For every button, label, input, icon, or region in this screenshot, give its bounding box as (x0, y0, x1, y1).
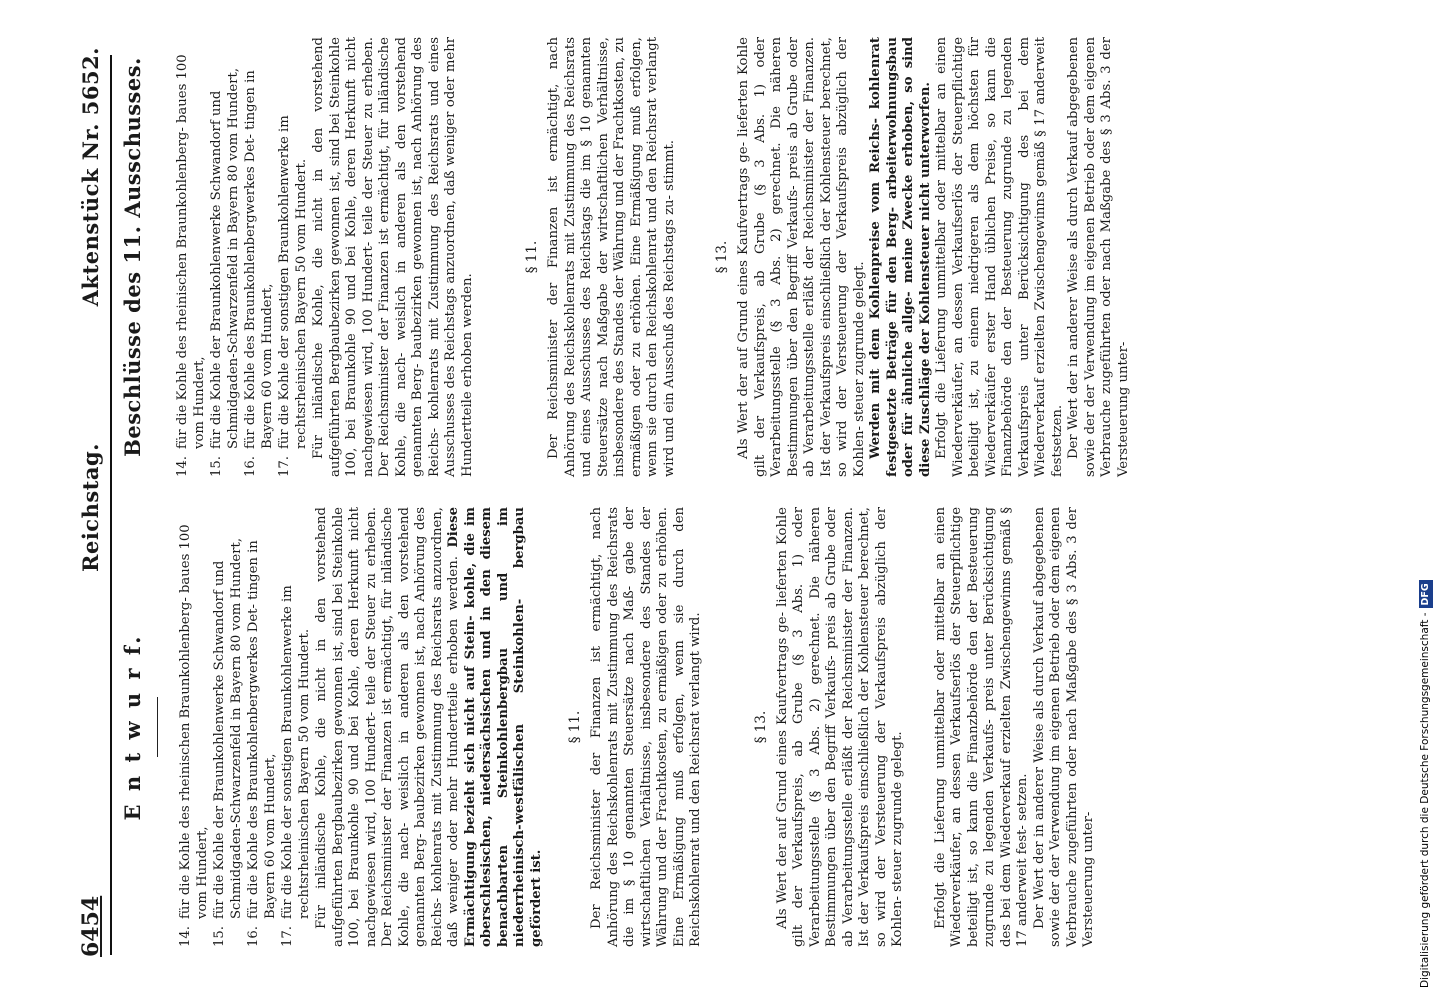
paragraph: Für inländische Kohle, die nicht in den vorstehend aufgeführten Bergbaubezirken gewonnen ist, sind bei Steinkohle 100, bei Braunkohle 90 und bei Kohle, deren Herkunft nicht nachgewiesen wird, 100 Hundert- teile der Steuer zu erheben. Der Reichsminister der Finanzen ist ermächtigt, für inländische Kohle, die nach- weislich in anderen als den vorstehend genannten Berg- baubezirken gewonnen ist, nach Anhörung des Reichs- kohlenrats mit Zustimmung des Reichsrats anzuordnen, daß weniger oder mehr Hundertteile erhoben werden. Diese Ermächtigung bezieht sich nicht auf Stein- kohle, die im oberschlesischen, niedersächsischen und in den diesem benachbarten Steinkohlenbergbau und im niederrheinisch-westfälischen Steinkohlen- bergbau gefördert ist. (314, 507, 544, 947)
amendment-text: Werden mit dem Kohlenpreise vom Reichs- kohlenrat festgesetzte Beträge für den Berg- arbeiterwohnungsbau oder für ähnliche allge- meine Zwecke erhoben, so sind diese Zuschläge der Kohlensteuer nicht unterworfen. (868, 37, 933, 477)
digitization-credit (1418, 8, 1432, 988)
document-page (0, 5, 1400, 985)
section-heading: § 13. (714, 240, 730, 274)
paragraph: Als Wert der auf Grund eines Kaufvertrags ge- lieferten Kohle gilt der Verkaufspreis, ab Grube (§ 3 Abs. 1) oder Verarbeitungsstelle (§ 3 Abs. 2) gerechnet. Die näheren Bestimmungen über den Begriff Verkaufs- preis ab Grube oder ab Verarbeitungsstelle erläßt der Reichsminister der Finanzen. Ist der Verkaufspreis einschließlich der Kohlensteuer berechnet, so wird der Versteuerung der Verkaufspreis abzüglich der Kohlen- steuer zugrunde gelegt. (736, 37, 867, 477)
section-heading: § 11. (524, 240, 540, 274)
draft-title: E n t w u r f. (120, 633, 145, 821)
paragraph: Der Wert der in anderer Weise als durch Verkauf abgegebenen sowie der der Verwendung im eigenen Betrieb oder dem eigenen Verbrauche zugeführten oder nach Maßgabe des § 3 Abs. 3 der Versteuerung unter- (1066, 37, 1131, 477)
list-item: 17. für die Kohle der sonstigen Braunkohlenwerke im rechtsrheinischen Bayern 50 vom Hundert. (277, 115, 309, 477)
committee-title: Beschlüsse des 11. Ausschusses. (120, 57, 145, 457)
paragraph: Erfolgt die Lieferung unmittelbar oder mittelbar an einen Wiederverkäufer, an dessen Verkaufserlös der Steuerpflichtige beteiligt ist, zu einem niedrigeren als dem höchsten für Wiederverkäufer erster Hand üblichen Preise, so kann die Finanzbehörde den der Besteuerung zugrunde zu legenden Verkaufspreis unter Berücksichtigung des bei dem Wiederverkauf erzielten Zwischengewinns gemäß § 17 anderweit festsetzen. (934, 37, 1065, 477)
dfg-logo: DFG (1419, 580, 1433, 608)
paragraph: Für inländische Kohle, die nicht in den vorstehend aufgeführten Bergbaubezirken gewonnen ist, sind bei Steinkohle 100, bei Braunkohle 90 und bei Kohle, deren Herkunft nicht nachgewiesen wird, 100 Hundert- teile der Steuer zu erheben. Der Reichsminister der Finanzen ist ermächtigt, für inländische Kohle, die nach- weislich in anderen als den vorstehend genannten Berg- baubezirken gewonnen ist, nach Anhörung des Reichs- kohlenrats mit Zustimmung des Reichsrats und eines Ausschusses des Reichstags anzuordnen, daß weniger oder mehr Hundertteile erhoben werden. (311, 37, 475, 477)
header-rule (110, 55, 112, 955)
credit-text: Digitalisierung gefördert durch die Deutsche Forschungsgemeinschaft - (1419, 612, 1431, 988)
section-heading: § 13. (752, 710, 769, 744)
list-item: 16. für die Kohle des Braunkohlenbergwerkes Det- tingen in Bayern 60 vom Hundert, (243, 70, 275, 477)
title-underline (157, 697, 158, 757)
paragraph: Der Reichsminister der Finanzen ist ermächtigt, nach Anhörung des Reichskohlenrats mit Zustimmung des Reichsrats und eines Ausschusses des Reichstags die im § 10 genannten Steuersätze nach Maßgabe der wirtschaftlichen Verhältnisse, insbesondere des Standes der Währung und der Frachtkosten, zu ermäßigen oder zu erhöhen. Eine Ermäßigung muß erfolgen, wenn sie durch den Reichskohlenrat und den Reichsrat verlangt wird und ein Ausschuß des Reichstags zu- stimmt. (546, 37, 677, 477)
amendment-text: Diese Ermächtigung bezieht sich nicht auf Stein- kohle, die im oberschlesischen, niedersächsischen und in den diesem benachbarten Steinkohlenbergbau und im niederrheinisch-westfälischen Steinkohlen- bergbau gefördert ist. (446, 507, 544, 947)
page-header (78, 27, 118, 957)
committee-column (120, 37, 1132, 477)
paragraph: Der Reichsminister der Finanzen ist ermächtigt, nach Anhörung des Reichskohlenrats mit Zustimmung des Reichsrats die im § 10 genannten Steuersätze nach Maß- gabe der wirtschaftlichen Verhältnisse, insbesondere des Standes der Währung und der Frachtkosten, zu ermäßigen oder zu erhöhen. Eine Ermäßigung muß erfolgen, wenn sie durch den Reichskohlenrat und den Reichsrat verlangt wird. (589, 507, 703, 947)
document-number: Aktenstück Nr. 5652. (78, 47, 103, 307)
list-item: 17. für die Kohle der sonstigen Braunkohlenwerke im rechtsrheinischen Bayern 50 vom Hundert. (280, 585, 312, 947)
paragraph: Der Wert der in anderer Weise als durch Verkauf abgegebenen sowie der der Verwendung im eigenen Betrieb oder dem eigenen Verbrauche zugeführten oder nach Maßgabe des § 3 Abs. 3 der Versteuerung unter- (1031, 507, 1096, 947)
page-number: 6454 (78, 895, 104, 957)
paragraph: Als Wert der auf Grund eines Kaufvertrags ge- lieferten Kohle gilt der Verkaufspreis, ab Grube (§ 3 Abs. 1) oder Verarbeitungsstelle (§ 3 Abs. 2) gerechnet. Die näheren Bestimmungen über den Begriff Verkaufs- preis ab Grube oder ab Verarbeitungsstelle erläßt der Reichsminister der Finanzen. Ist der Verkaufspreis einschließlich der Kohlensteuer berechnet, so wird der Versteuerung der Verkaufspreis abzüglich der Kohlen- steuer zugrunde gelegt. (774, 507, 905, 947)
list-item: 16. für die Kohle des Braunkohlenbergwerkes Det- tingen in Bayern 60 vom Hundert, (246, 540, 278, 947)
draft-column (120, 507, 1098, 947)
list-item: 15. für die Kohle der Braunkohlenwerke Schwandorf und Schmidgaden-Schwarzenfeld in Bayern 80 vom Hundert, (209, 67, 241, 477)
section-heading: § 11. (567, 710, 583, 744)
list-item: 15. für die Kohle der Braunkohlenwerke Schwandorf und Schmidgaden-Schwarzenfeld in Bayern 80 vom Hundert, (212, 537, 244, 947)
paragraph: Erfolgt die Lieferung unmittelbar oder mittelbar an einen Wiederverkäufer, an dessen Verkaufserlös der Steuerpflichtige beteiligt ist, so kann die Finanzbehörde den der Besteuerung zugrunde zu legenden Verkaufs- preis unter Berücksichtigung des bei dem Wiederverkauf erzielten Zwischengewinns gemäß § 17 anderweit fest- setzen. (932, 507, 1030, 947)
list-item: 14. für die Kohle des rheinischen Braunkohlenberg- baues 100 vom Hundert, (175, 54, 207, 477)
parliament-name: Reichstag. (78, 443, 103, 572)
list-item: 14. für die Kohle des rheinischen Braunkohlenberg- baues 100 vom Hundert, (178, 524, 210, 947)
